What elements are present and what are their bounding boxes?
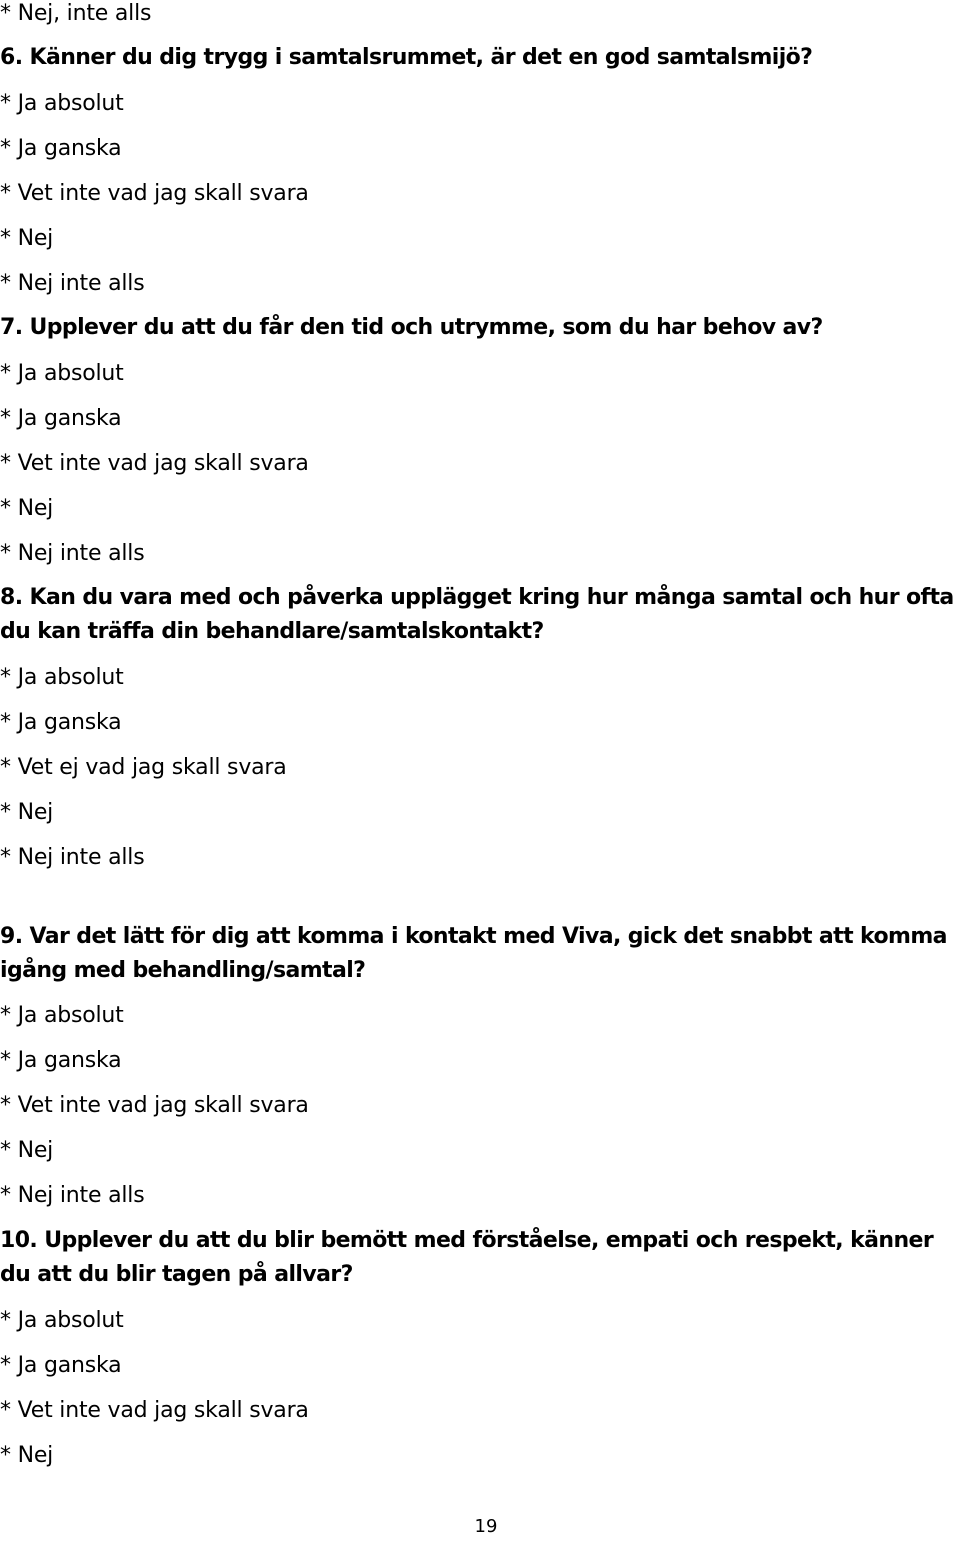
answer-option: * Ja absolut [0,1003,124,1028]
answer-option: * Ja absolut [0,1308,124,1333]
answer-option: * Nej inte alls [0,541,145,566]
answer-option: * Ja ganska [0,136,122,161]
question-6: 6. Känner du dig trygg i samtalsrummet, är det en god samtalsmijö? [0,45,813,70]
page-number: 19 [474,1516,498,1537]
answer-option: * Ja ganska [0,406,122,431]
answer-option: * Nej inte alls [0,845,145,870]
answer-option: * Nej [0,1138,54,1163]
answer-option: * Nej [0,226,54,251]
answer-option: * Ja ganska [0,1353,122,1378]
answer-option: * Nej [0,496,54,521]
answer-option: * Vet inte vad jag skall svara [0,181,309,206]
question-7: 7. Upplever du att du får den tid och utrymme, som du har behov av? [0,315,823,340]
answer-option: * Nej inte alls [0,1183,145,1208]
answer-option: * Ja absolut [0,361,124,386]
answer-option: * Ja ganska [0,1048,122,1073]
answer-option: * Ja absolut [0,91,124,116]
answer-option: * Nej, inte alls [0,1,152,26]
question-9: 9. Var det lätt för dig att komma i kontakt med Viva, gick det snabbt att komma igång med behandling/samtal? [0,924,947,983]
question-8: 8. Kan du vara med och påverka upplägget kring hur många samtal och hur ofta du kan träffa din behandlare/samtalskontakt? [0,585,954,644]
question-10: 10. Upplever du att du blir bemött med förståelse, empati och respekt, känner du att du blir tagen på allvar? [0,1228,934,1287]
answer-option: * Nej [0,1443,54,1468]
answer-option: * Ja absolut [0,665,124,690]
answer-option: * Vet inte vad jag skall svara [0,1093,309,1118]
answer-option: * Vet inte vad jag skall svara [0,1398,309,1423]
answer-option: * Ja ganska [0,710,122,735]
answer-option: * Vet ej vad jag skall svara [0,755,287,780]
answer-option: * Vet inte vad jag skall svara [0,451,309,476]
answer-option: * Nej inte alls [0,271,145,296]
answer-option: * Nej [0,800,54,825]
